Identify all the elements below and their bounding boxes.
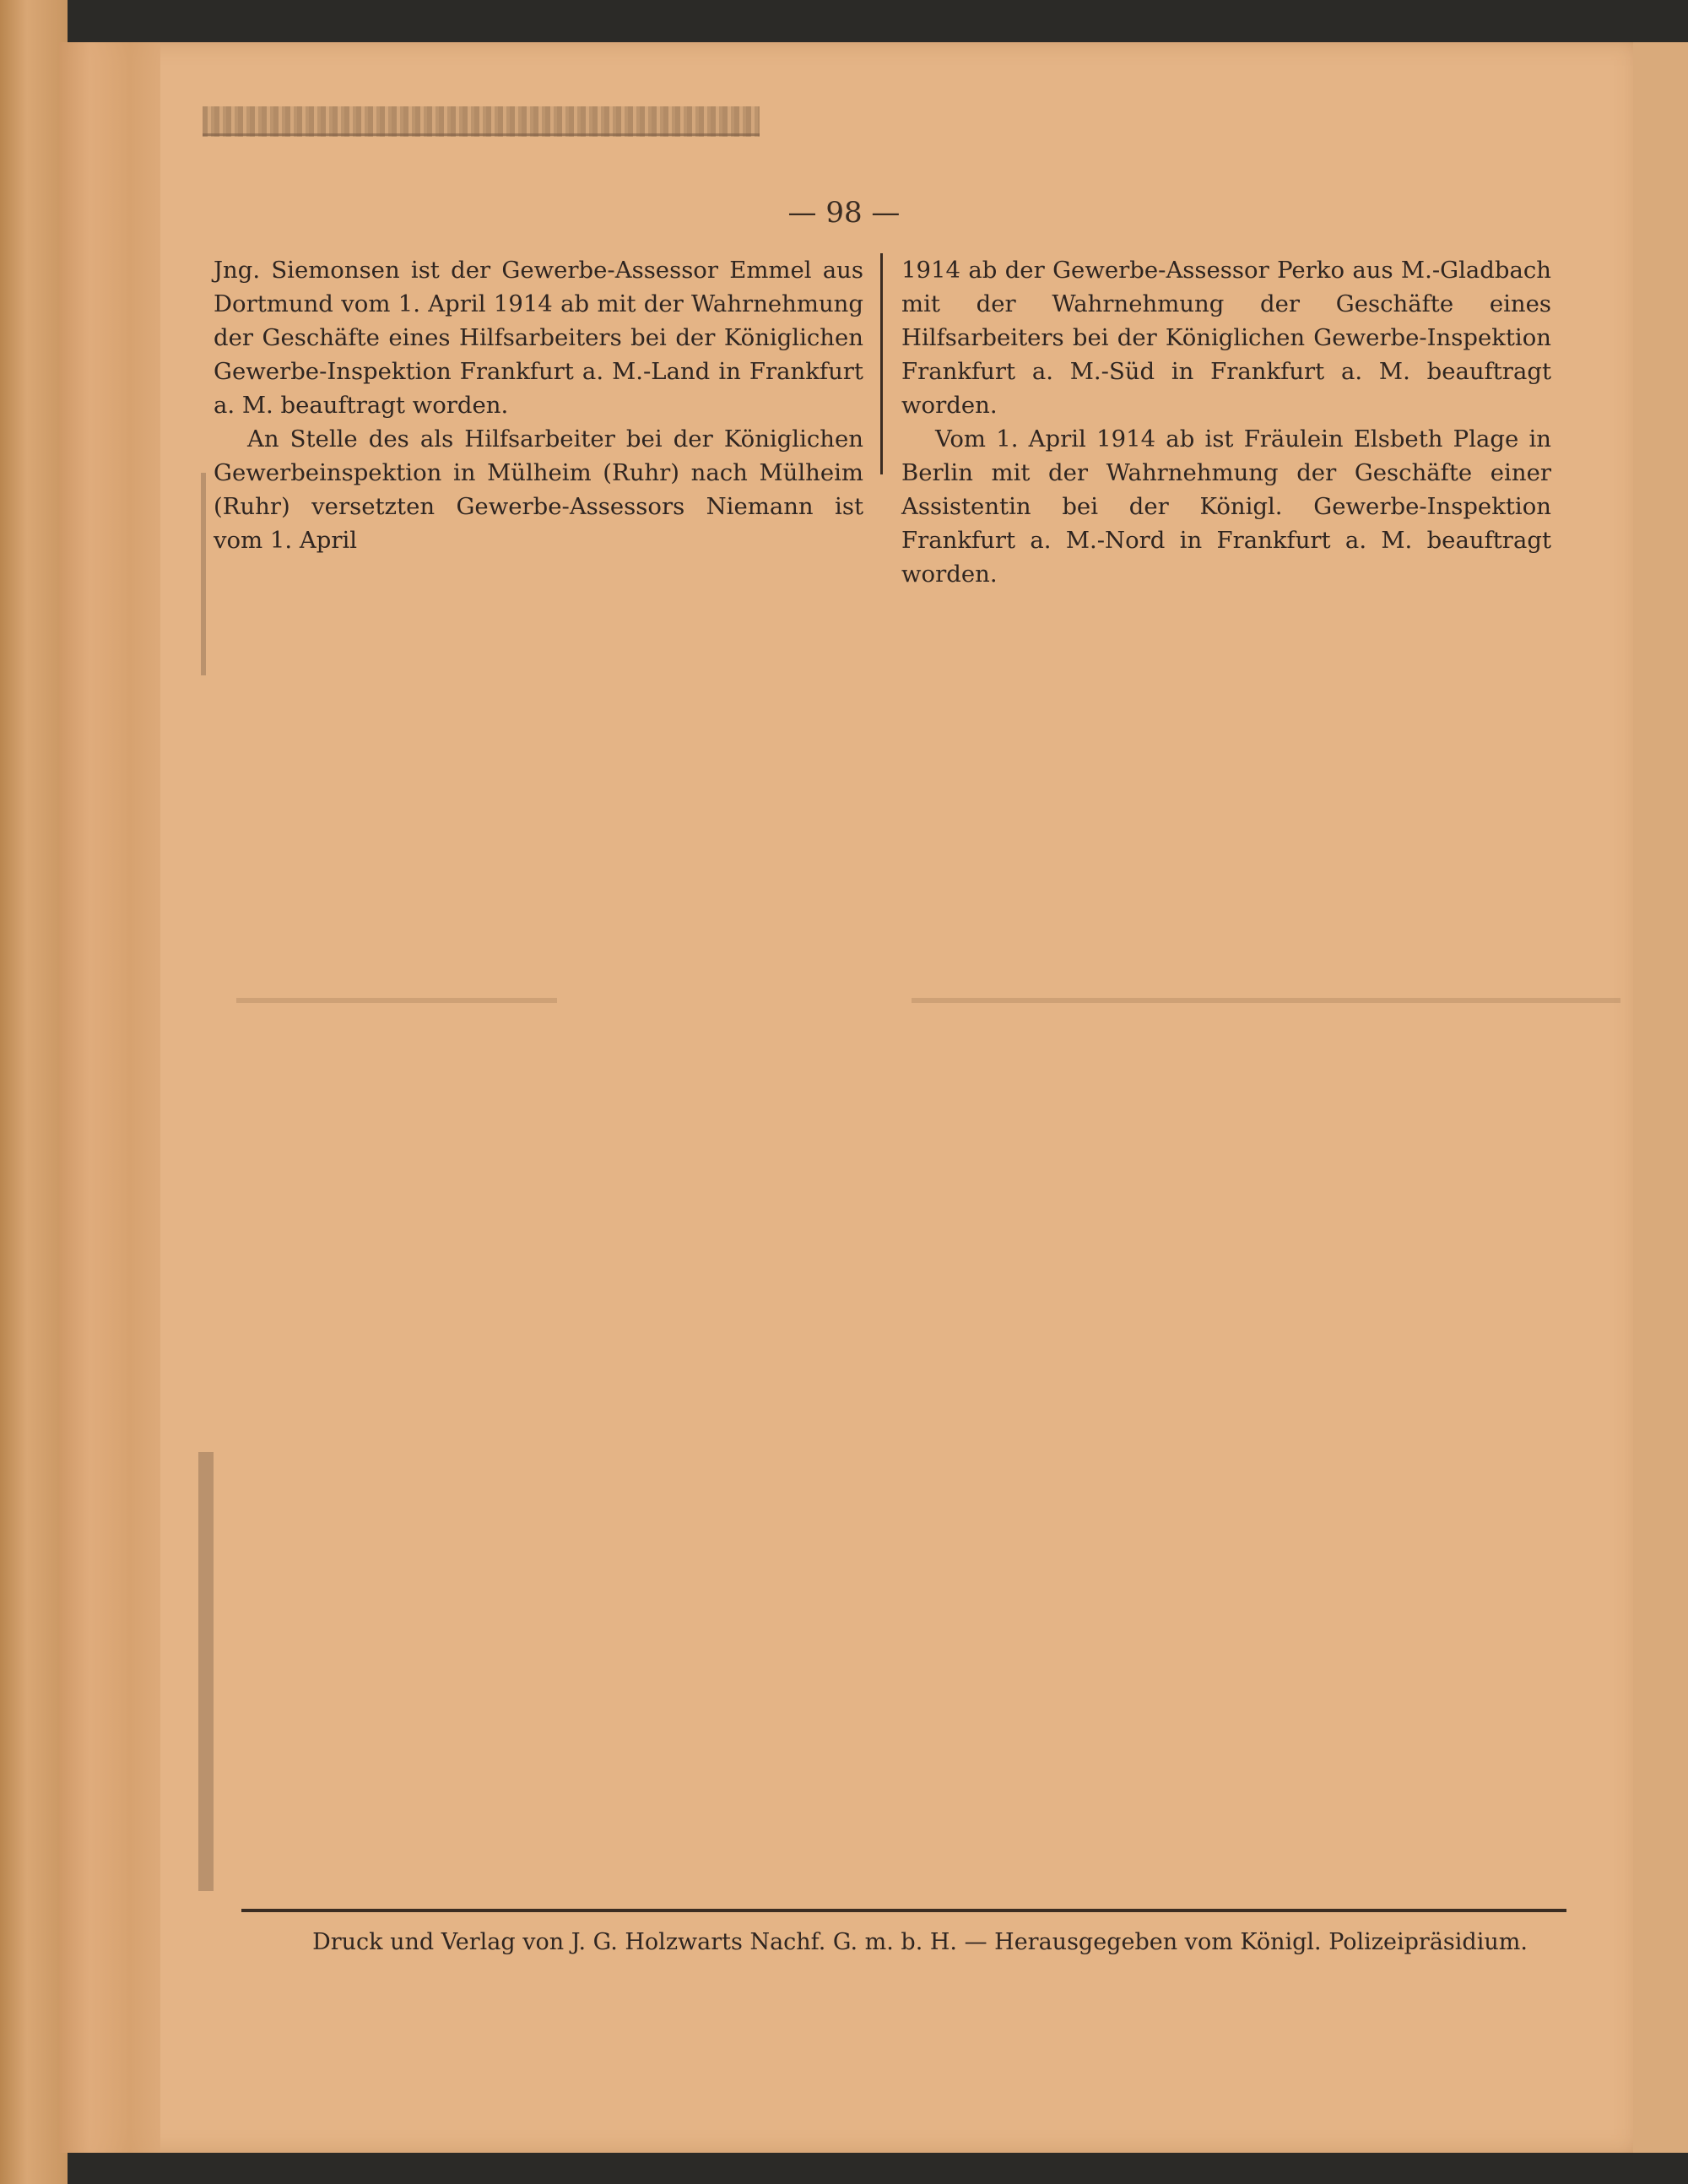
right-column [901, 253, 1551, 591]
paragraph: Vom 1. April 1914 ab ist Fräulein Elsbeth Plage in Berlin mit der Wahrnehmung der Geschäfte einer Assistentin bei der Königl. Gewerbe-Inspektion Frankfurt a. M.-Nord in Frankfurt a. M. beauftragt worden. [901, 425, 1551, 588]
margin-stain [198, 1452, 214, 1891]
footer-rule [241, 1909, 1566, 1912]
page-number: — 98 — [787, 196, 901, 230]
header-smudge-line [203, 133, 760, 136]
column-divider [880, 253, 883, 474]
book-binding [0, 0, 68, 2184]
paragraph: 1914 ab der Gewerbe-Assessor Perko aus M.-Gladbach mit der Wahrnehmung der Geschäfte eines Hilfsarbeiters bei der Königlichen Gewerbe-Inspektion Frankfurt a. M.-Süd in Frankfurt a. M. beauftragt worden. [901, 257, 1551, 419]
show-through-left [236, 998, 557, 1003]
show-through-right [912, 998, 1620, 1003]
paragraph: An Stelle des als Hilfsarbeiter bei der Königlichen Gewerbeinspektion in Mülheim (Ruhr) nach Mülheim (Ruhr) versetzten Gewerbe-Assessors Niemann ist vom 1. April [214, 425, 863, 554]
header-smudge [203, 106, 760, 137]
margin-stain-upper [201, 473, 206, 675]
left-column [214, 253, 863, 557]
page-edge-right [1633, 42, 1688, 2153]
page-gutter [59, 42, 160, 2153]
paragraph: Jng. Siemonsen ist der Gewerbe-Assessor Emmel aus Dortmund vom 1. April 1914 ab mit der Wahrnehmung der Geschäfte eines Hilfsarbeiters bei der Königlichen Gewerbe-Inspektion Frankfurt a. M.-Land in Frankfurt a. M. beauftragt worden. [214, 257, 863, 419]
imprint-line: Druck und Verlag von J. G. Holzwarts Nachf. G. m. b. H. — Herausgegeben vom Königl. Polizeipräsidium. [312, 1929, 1528, 1955]
